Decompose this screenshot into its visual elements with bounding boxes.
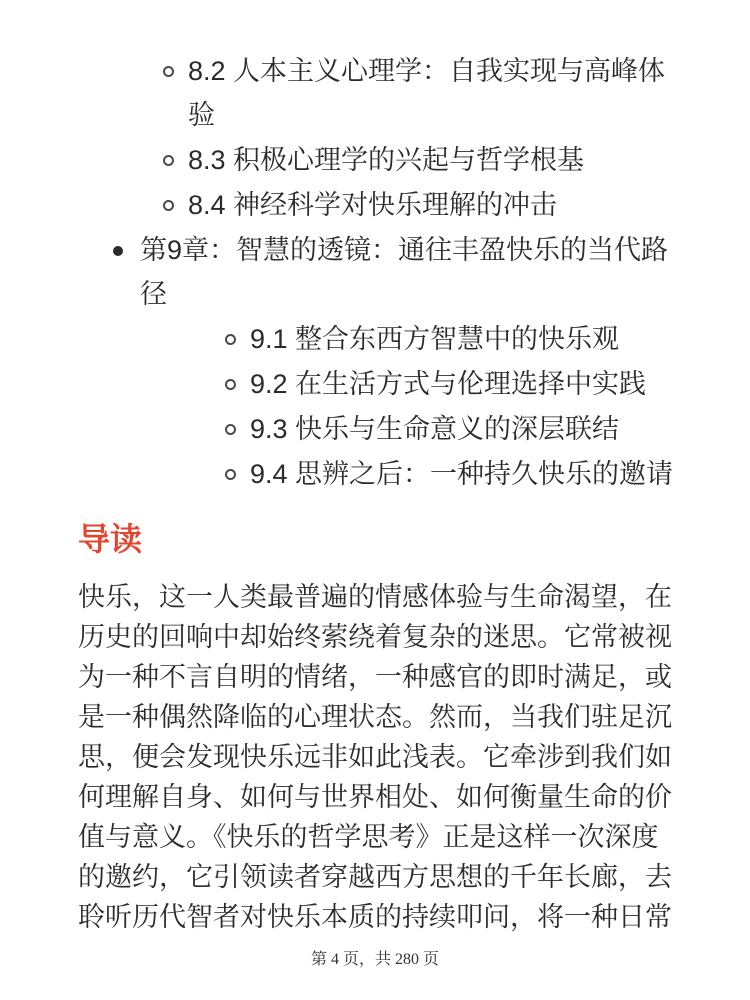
bullet-circle-icon xyxy=(225,379,236,390)
bullet-circle-icon xyxy=(163,155,174,166)
bullet-circle-icon xyxy=(225,469,236,480)
section-heading: 导读 xyxy=(78,521,143,557)
toc-chapter8-sublist xyxy=(78,49,680,227)
bullet-circle-icon xyxy=(225,334,236,345)
intro-paragraph: 快乐，这一人类最普遍的情感体验与生命渴望，在历史的回响中却始终萦绕着复杂的迷思。它常被视为一种不言自明的情绪，一种感官的即时满足，或是一种偶然降临的心理状态。然而，当我们驻足沉思，便会发现快乐远非如此浅表。它牵涉到我们如何理解自身、如何与世界相处、如何衡量生命的价值与意义。《快乐的哲学思考》正是这样一次深度的邀约，它引领读者穿越西方思想的千年长廊，去聆听历代智者对快乐本质的持续叩问，将一种日常 xyxy=(78,582,672,932)
toc-item-8-3 xyxy=(78,138,680,182)
toc-chapter-label: 第9章：智慧的透镜：通往丰盈快乐的当代路径 xyxy=(140,235,669,309)
toc-item-9-1 xyxy=(140,317,680,361)
toc-chapter9-sublist xyxy=(140,317,680,496)
toc-item-label: 9.4 思辨之后：一种持久快乐的邀请 xyxy=(250,459,674,489)
toc-item-9-4 xyxy=(140,452,680,496)
toc-item-label: 8.4 神经科学对快乐理解的冲击 xyxy=(188,190,558,220)
toc-item-label: 9.2 在生活方式与伦理选择中实践 xyxy=(250,369,647,399)
toc-item-8-4 xyxy=(78,183,680,227)
bullet-circle-icon xyxy=(163,66,174,77)
toc-chapter9-list xyxy=(78,228,680,496)
toc-item-label: 9.3 快乐与生命意义的深层联结 xyxy=(250,414,620,444)
bullet-circle-icon xyxy=(225,424,236,435)
toc-item-label: 8.2 人本主义心理学：自我实现与高峰体验 xyxy=(188,56,666,130)
bullet-disc-icon xyxy=(113,246,123,256)
toc-item-9-3 xyxy=(140,407,680,451)
toc-item-label: 8.3 积极心理学的兴起与哲学根基 xyxy=(188,145,585,175)
page-number-indicator: 第 4 页，共 280 页 xyxy=(310,951,439,968)
toc-item-9-2 xyxy=(140,362,680,406)
bullet-circle-icon xyxy=(163,200,174,211)
toc-item-chapter9 xyxy=(78,228,680,496)
toc-item-label: 9.1 整合东西方智慧中的快乐观 xyxy=(250,324,620,354)
toc-item-8-2 xyxy=(78,49,680,137)
